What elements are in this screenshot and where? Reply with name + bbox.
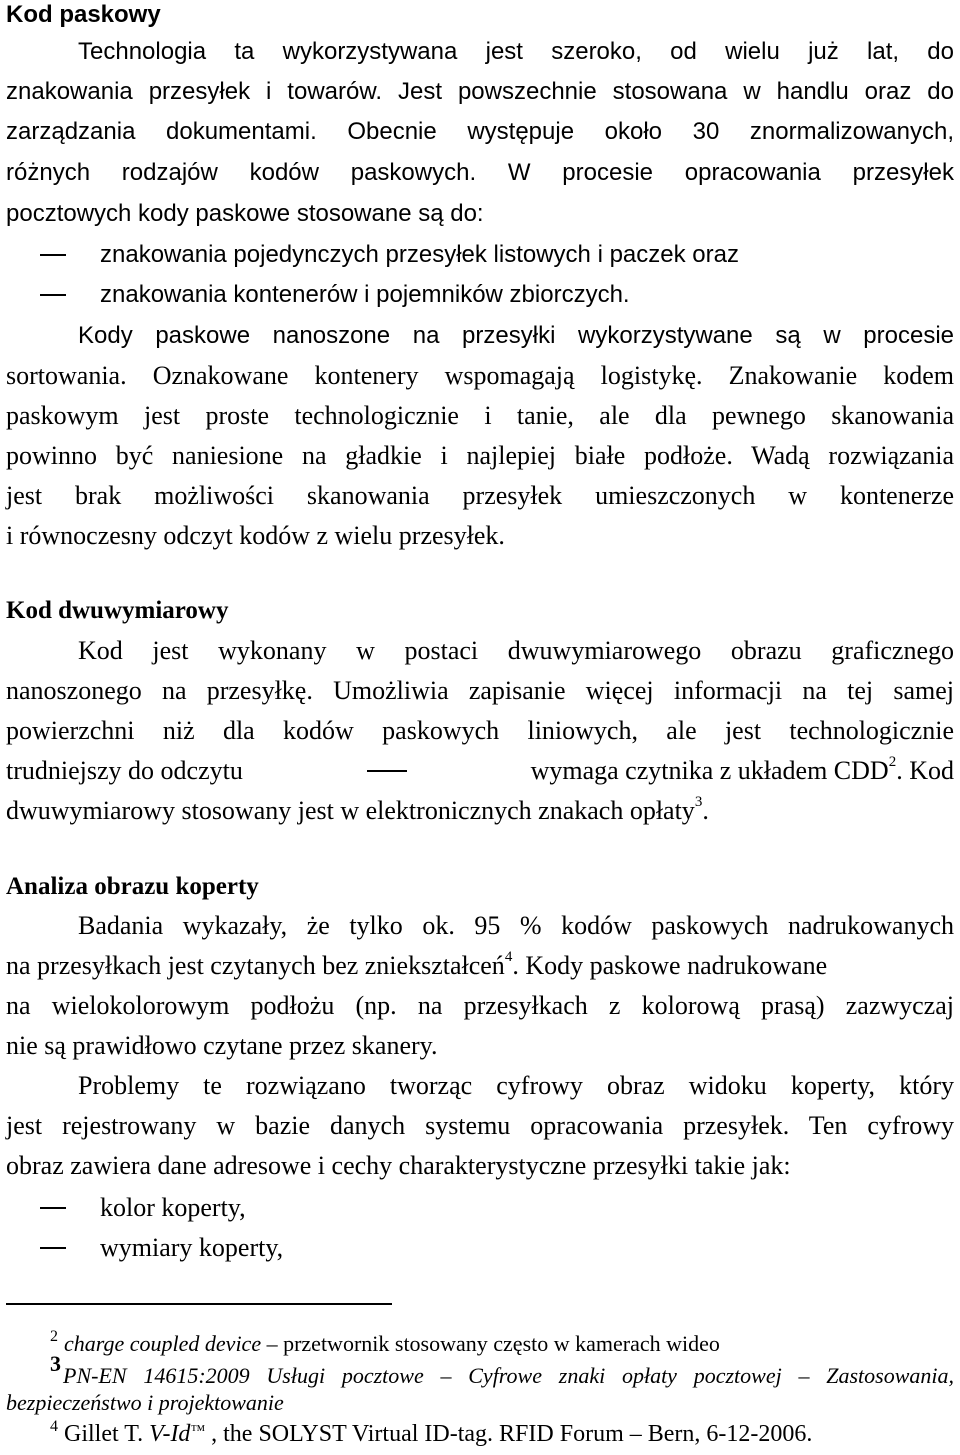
list-item: [40, 237, 954, 273]
paragraph-line: znakowania przesyłek i towarów. Jest powszechnie stosowana w handlu oraz do: [6, 78, 954, 105]
paragraph-line: powinno być naniesione na gładkie i najlepiej białe podłoże. Wadą rozwiązania: [6, 441, 954, 470]
paragraph-line: pocztowych kody paskowe stosowane są do:: [6, 200, 484, 227]
footnote-3-continued: bezpieczeństwo i projektowanie: [6, 1390, 284, 1415]
text-segment: na przesyłkach jest czytanych bez zniekształceń$^4$. Kody paskowe nadrukowane: [6, 949, 828, 980]
heading-analiza-obrazu-koperty: Analiza obrazu koperty: [6, 873, 259, 900]
footnote-text: – przetwornik stosowany często w kamerach wideo: [261, 1331, 720, 1356]
paragraph-line: nie są prawidłowo czytane przez skanery.: [6, 1031, 438, 1060]
footnote-4: [50, 1420, 954, 1451]
footnote-3: [50, 1351, 954, 1390]
paragraph-line: paskowym jest proste technologicznie i tanie, ale dla pewnego skanowania: [6, 401, 954, 430]
list-item: [40, 277, 954, 313]
paragraph-line: Kod jest wykonany w postaci dwuwymiarowego obrazu graficznego: [78, 636, 954, 665]
footnote-number: 3: [50, 1351, 61, 1376]
dash-bullet-icon: [40, 294, 66, 296]
paragraph-line: sortowania. Oznakowane kontenery wspomagają logistykę. Znakowanie kodem: [6, 361, 954, 390]
trademark-symbol: ™: [190, 1423, 206, 1439]
footnote-ref: 4: [504, 949, 513, 966]
paragraph-line: [6, 753, 954, 789]
footnote-term: charge coupled device: [64, 1331, 262, 1356]
footnote-ref: 3: [694, 794, 703, 811]
paragraph-line: zarządzania dokumentami. Obecnie występuje około 30 znormalizowanych,: [6, 118, 954, 145]
heading-kod-dwuwymiarowy: Kod dwuwymiarowy: [6, 597, 229, 624]
list-item-text: znakowania kontenerów i pojemników zbiorczych.: [100, 281, 630, 308]
dash-icon: [367, 770, 407, 772]
paragraph-line: Problemy te rozwiązano tworząc cyfrowy obraz widoku koperty, który: [78, 1071, 954, 1100]
paragraph-line: Badania wykazały, że tylko ok. 95 % kodów paskowych nadrukowanych: [78, 911, 954, 940]
footnote-text: PN-EN 14615:2009 Usługi pocztowe – Cyfrowe znaki opłaty pocztowej – Zastosowania,: [63, 1363, 954, 1388]
heading-kod-paskowy: Kod paskowy: [6, 1, 161, 28]
paragraph-line: różnych rodzajów kodów paskowych. W procesie opracowania przesyłek: [6, 159, 954, 186]
footnote-number: 4: [50, 1418, 58, 1435]
paragraph-line: dwuwymiarowy stosowany jest w elektronicznych znakach opłaty$^3$.: [6, 794, 709, 825]
paragraph-line: [6, 948, 954, 984]
paragraph-line: powierzchni niż dla kodów paskowych liniowych, ale jest technologicznie: [6, 716, 954, 745]
footnote-text: , the SOLYST Virtual ID-tag. RFID Forum – Bern, 6-12-2006.: [205, 1421, 813, 1447]
footnote-text: Gillet T.: [64, 1421, 150, 1447]
footnote-ref: 2: [888, 754, 897, 771]
paragraph-line: Kody paskowe nanoszone na przesyłki wykorzystywane są w procesie: [78, 322, 954, 349]
paragraph-line: Technologia ta wykorzystywana jest szeroko, od wielu już lat, do: [78, 38, 954, 65]
dash-bullet-icon: [40, 254, 66, 256]
list-item-text: wymiary koperty,: [100, 1233, 284, 1262]
footnote-number: 2: [50, 1328, 58, 1345]
footnote-2: [50, 1330, 954, 1361]
footnote-term: V-Id: [149, 1421, 191, 1447]
paragraph-line: na wielokolorowym podłożu (np. na przesyłkach z kolorową prasą) zazwyczaj: [6, 991, 954, 1020]
list-item-text: kolor koperty,: [100, 1193, 246, 1222]
paragraph-line: obraz zawiera dane adresowe i cechy charakterystyczne przesyłki takie jak:: [6, 1151, 791, 1180]
paragraph-line: jest rejestrowany w bazie danych systemu opracowania przesyłek. Ten cyfrowy: [6, 1111, 954, 1140]
text-segment: wymaga czytnika z układem CDD$^2$. Kod: [530, 754, 954, 785]
list-item-text: znakowania pojedynczych przesyłek listowych i paczek oraz: [100, 241, 739, 268]
list-item: [40, 1190, 954, 1226]
paragraph-line: i równoczesny odczyt kodów z wielu przesyłek.: [6, 521, 505, 550]
footnote-separator: [6, 1303, 392, 1305]
text-segment: trudniejszy do odczytu: [6, 756, 243, 785]
paragraph-line: nanoszonego na przesyłkę. Umożliwia zapisanie więcej informacji na tej samej: [6, 676, 954, 705]
paragraph-line: jest brak możliwości skanowania przesyłek umieszczonych w kontenerze: [6, 481, 954, 510]
dash-bullet-icon: [40, 1247, 66, 1249]
list-item: [40, 1230, 954, 1266]
dash-bullet-icon: [40, 1207, 66, 1209]
